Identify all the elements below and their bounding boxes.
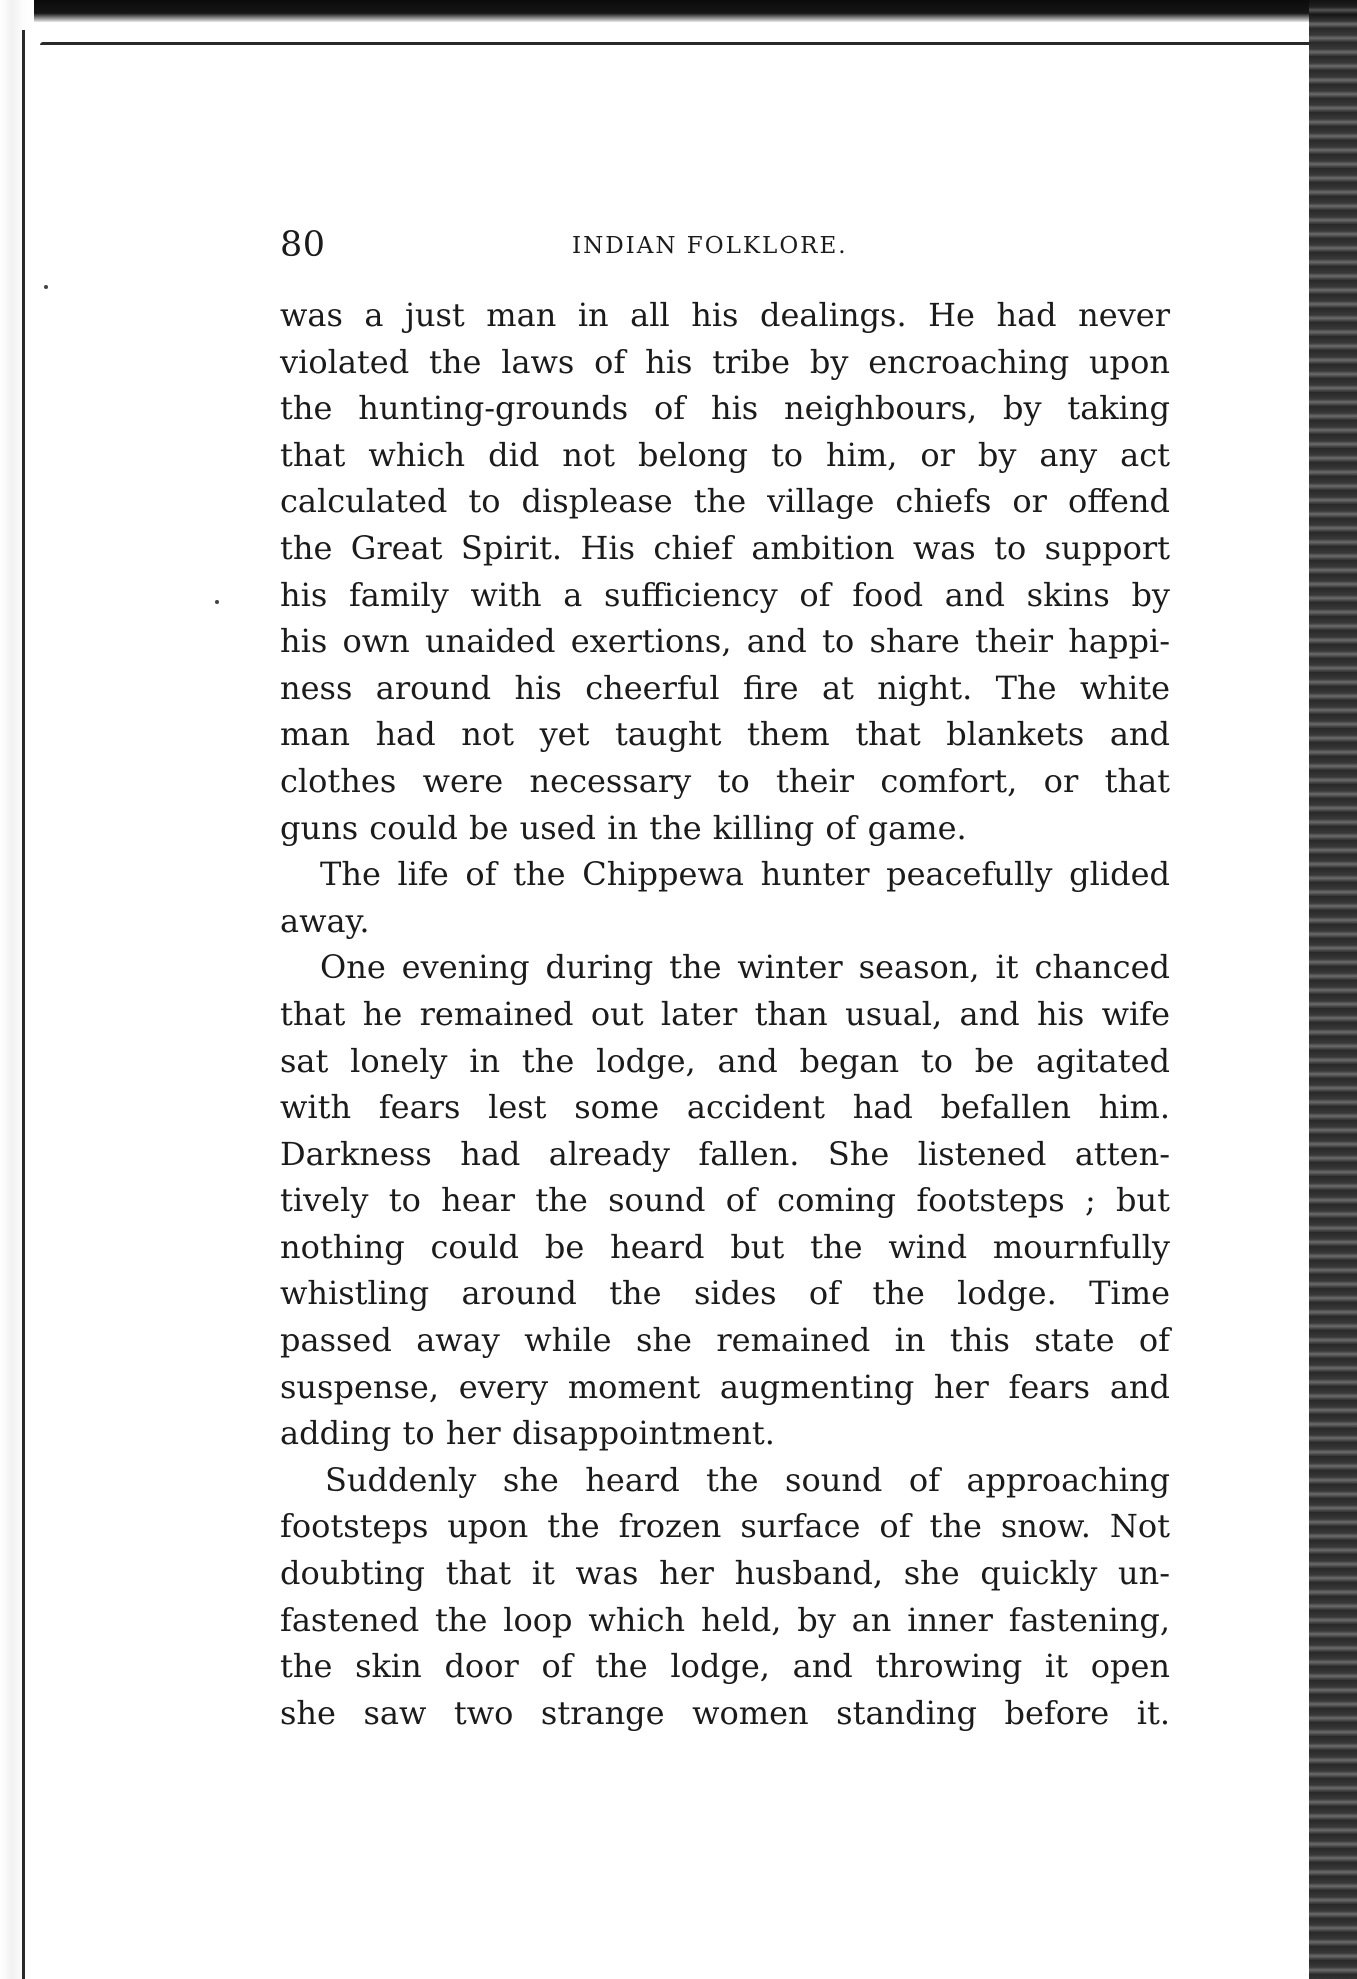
text-line: calculated to displease the village chiefs or offend <box>280 482 1170 521</box>
scan-right-edge <box>1309 0 1357 1979</box>
text-line: Suddenly she heard the sound of approaching <box>325 1460 1170 1499</box>
text-line: fastened the loop which held, by an inner fastening, <box>280 1600 1170 1639</box>
body-text <box>280 292 1170 1736</box>
scan-speck <box>44 285 48 289</box>
page-border-line <box>40 42 1310 45</box>
text-line: ness around his cheerful fire at night. The white <box>280 668 1170 707</box>
text-line: passed away while she remained in this state of <box>280 1321 1170 1360</box>
text-line: suspense, every moment augmenting her fears and <box>280 1367 1170 1406</box>
scan-top-edge <box>0 0 1357 22</box>
text-line: doubting that it was her husband, she quickly un- <box>280 1554 1170 1593</box>
page-header <box>280 220 1170 270</box>
text-line: his family with a sufficiency of food and skins by <box>280 575 1170 614</box>
text-line: guns could be used in the killing of game. <box>280 808 967 847</box>
text-line: nothing could be heard but the wind mournfully <box>280 1227 1170 1266</box>
text-line: was a just man in all his dealings. He had never <box>280 296 1170 334</box>
text-line: away. <box>280 901 370 940</box>
running-head: INDIAN FOLKLORE. <box>572 233 848 259</box>
text-line: the hunting-grounds of his neighbours, by taking <box>280 389 1170 428</box>
text-line: she saw two strange women standing before it. <box>280 1693 1170 1732</box>
text-line: The life of the Chippewa hunter peacefully glided <box>320 855 1170 894</box>
text-line: the skin door of the lodge, and throwing it open <box>280 1647 1170 1686</box>
text-line: tively to hear the sound of coming footsteps ; but <box>280 1181 1170 1220</box>
text-line: Darkness had already fallen. She listened atten- <box>280 1134 1170 1173</box>
text-line: his own unaided exertions, and to share their happi- <box>280 622 1170 661</box>
text-line: clothes were necessary to their comfort, or that <box>280 761 1170 800</box>
text-line: that which did not belong to him, or by any act <box>280 435 1170 474</box>
text-line: the Great Spirit. His chief ambition was to support <box>280 528 1170 567</box>
text-line: with fears lest some accident had befallen him. <box>280 1088 1170 1127</box>
text-line: violated the laws of his tribe by encroaching upon <box>280 342 1170 381</box>
scan-left-line <box>22 30 25 1979</box>
text-line: that he remained out later than usual, and his wife <box>280 994 1170 1033</box>
text-line: sat lonely in the lodge, and began to be agitated <box>280 1041 1170 1080</box>
text-line: man had not yet taught them that blankets and <box>280 715 1170 754</box>
scan-speck <box>215 600 219 604</box>
text-line: footsteps upon the frozen surface of the snow. Not <box>280 1507 1170 1546</box>
text-line: whistling around the sides of the lodge. Time <box>280 1274 1170 1313</box>
text-line: adding to her disappointment. <box>280 1414 775 1453</box>
text-line: One evening during the winter season, it chanced <box>320 948 1170 987</box>
page-number: 80 <box>280 225 326 265</box>
scan-left-edge <box>0 0 34 1979</box>
